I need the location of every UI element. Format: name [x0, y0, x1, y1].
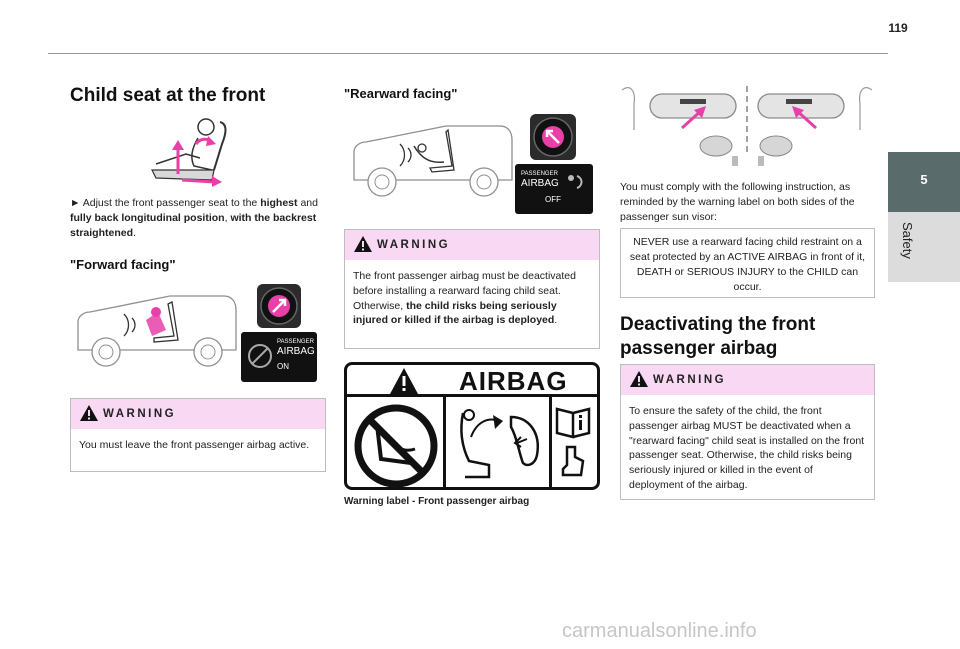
visor-notice-box: NEVER use a rearward facing child restraint on a seat protected by an ACTIVE AIRBAG in front of it, DEATH or SERIOUS INJURY to the CHILD can occur. [620, 228, 875, 298]
airbag-label-word: AIRBAG [459, 366, 568, 396]
seat-adjust-icon [142, 114, 232, 188]
sticker-line-passenger: PASSENGER [521, 171, 558, 177]
warning-header [345, 230, 599, 260]
airbag-switch-off-disc [530, 114, 576, 160]
airbag-off-sticker [515, 164, 593, 214]
airbag-switch-icon [257, 284, 301, 328]
airbag-switch-icon [530, 114, 576, 160]
no-rearward-seat-icon [353, 403, 439, 489]
forward-facing-heading: "Forward facing" [70, 257, 176, 272]
warning-title: WARNING [103, 408, 177, 420]
airbag-symbol-icon [565, 172, 587, 192]
warning-title: WARNING [653, 374, 727, 386]
warning-box-deactivate [620, 364, 875, 500]
no-airbag-icon [246, 342, 274, 370]
warning-text: The front passenger airbag must be deactivated before installing a rearward facing child seat. Otherwise, the child risks being seriously injured or killed if the airbag is deployed. [353, 270, 576, 327]
airbag-deploy-icon [449, 403, 549, 487]
page-number: 119 [888, 21, 908, 35]
airbag-warning-label [344, 362, 600, 490]
car-forward-child-seat-icon [74, 290, 240, 370]
chapter-tab[interactable] [888, 152, 960, 212]
warning-triangle-icon [353, 235, 373, 253]
warning-header [621, 365, 874, 395]
section-title-child-seat: Child seat at the front [70, 85, 266, 106]
sticker-line-airbag: AIRBAG [521, 178, 559, 189]
rearward-facing-heading: "Rearward facing" [344, 86, 458, 101]
manual-read-icon [553, 403, 595, 485]
warning-text: To ensure the safety of the child, the front passenger airbag MUST be deactivated when a "rearward facing" child seat is installed on the front passenger seat. Otherwise, the child risks being seriously injured or killed in the event of deployment of the airbag. [629, 405, 865, 491]
warning-title: WARNING [377, 239, 451, 251]
top-divider [48, 53, 888, 54]
airbag-switch-on-disc [257, 284, 301, 328]
visor-instruction: You must comply with the following instruction, as reminded by the warning label on both sides of the passenger sun visor: [620, 181, 855, 223]
warning-text: You must leave the front passenger airbag active. [79, 439, 310, 451]
sticker-line-airbag: AIRBAG [277, 346, 315, 357]
warning-triangle-icon [79, 404, 99, 422]
warning-triangle-icon [389, 367, 419, 395]
sticker-line-status: OFF [545, 195, 561, 204]
airbag-on-sticker [241, 332, 317, 382]
warning-header [71, 399, 325, 429]
sticker-line-status: ON [277, 362, 289, 371]
chapter-label: Safety [900, 222, 915, 259]
warning-box-forward [70, 398, 326, 472]
sun-visor-icon [620, 80, 874, 172]
car-rearward-child-seat-icon [350, 120, 516, 200]
warning-triangle-icon [629, 370, 649, 388]
airbag-label-caption: Warning label - Front passenger airbag [344, 496, 530, 507]
label-divider [549, 397, 552, 487]
seat-adjust-instruction: ► Adjust the front passenger seat to the highest and fully back longitudinal position, with the backrest straightened. [70, 197, 318, 239]
section-title-deactivating: Deactivating the front passenger airbag [620, 314, 816, 359]
warning-box-rearward [344, 229, 600, 349]
sticker-line-passenger: PASSENGER [277, 339, 314, 345]
chapter-number: 5 [920, 172, 928, 187]
airbag-label-header [347, 365, 597, 397]
label-divider [443, 397, 446, 487]
footer-watermark[interactable]: carmanualsonline.info [562, 620, 757, 642]
